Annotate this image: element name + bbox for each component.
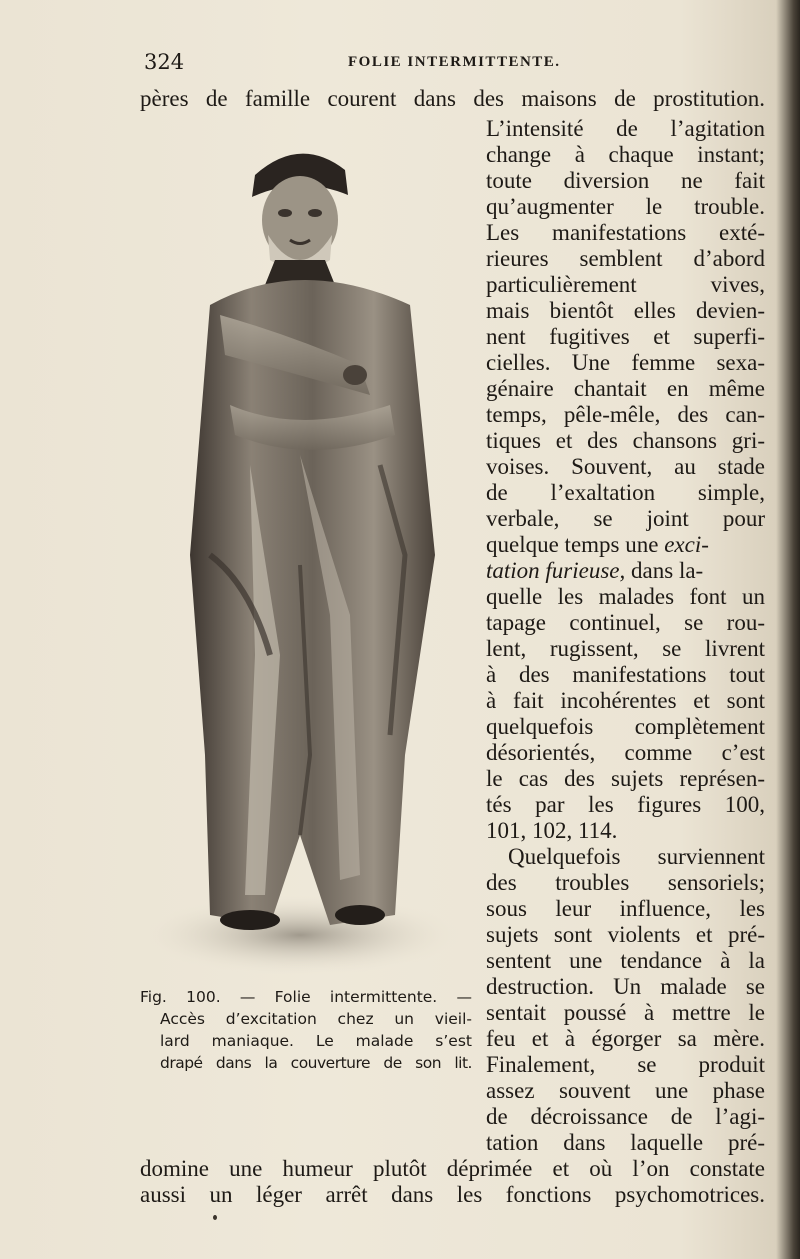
text-line: de l’exaltation simple,: [486, 480, 765, 505]
text-line: génaire chantait en même: [486, 376, 765, 401]
text-line: pères de famille courent dans des maisons de prostitution.: [140, 86, 765, 111]
text-line: destruction. Un malade se: [486, 974, 765, 999]
text-line: Finalement, se produit: [486, 1052, 765, 1077]
text-line: [486, 532, 765, 558]
text-line: sentait poussé à mettre le: [486, 1000, 765, 1025]
page-number: 324: [144, 50, 185, 74]
caption-line: Fig. 100. — Folie intermittente. —: [140, 988, 472, 1006]
text-fragment: dans la-: [631, 558, 704, 583]
text-line: tiques et des chansons gri-: [486, 428, 765, 453]
text-line: voises. Souvent, au stade: [486, 454, 765, 479]
text-line: verbale, se joint pour: [486, 506, 765, 531]
text-line: désorientés, comme c’est: [486, 740, 765, 765]
text-line: rieures semblent d’abord: [486, 246, 765, 271]
text-fragment: quelque temps une: [486, 532, 659, 557]
text-line: nent fugitives et superfi-: [486, 324, 765, 349]
text-line: le cas des sujets représen-: [486, 766, 765, 791]
text-line: mais bientôt elles devien-: [486, 298, 765, 323]
text-line: toute diversion ne fait: [486, 168, 765, 193]
patient-photograph: [150, 135, 470, 985]
figure-caption: [140, 986, 472, 1074]
text-line: temps, pêle-mêle, des can-: [486, 402, 765, 427]
text-line: change à chaque instant;: [486, 142, 765, 167]
text-line: domine une humeur plutôt déprimée et où l’on constate: [140, 1156, 765, 1181]
text-line: sous leur influence, les: [486, 896, 765, 921]
running-head: FOLIE INTERMITTENTE.: [348, 54, 561, 70]
ink-speck: [213, 1215, 217, 1220]
text-line: feu et à égorger sa mère.: [486, 1026, 765, 1051]
text-line: quelle les malades font un: [486, 584, 765, 609]
text-line: quelquefois complètement: [486, 714, 765, 739]
text-line: aussi un léger arrêt dans les fonctions psychomotrices.: [140, 1182, 765, 1207]
caption-line: drapé dans la couverture de son lit.: [160, 1054, 472, 1072]
text-line: à des manifestations tout: [486, 662, 765, 687]
text-line: des troubles sensoriels;: [486, 870, 765, 895]
italic-text: tation furieuse,: [486, 558, 626, 583]
text-line: 101, 102, 114.: [486, 818, 618, 843]
text-line: sentent une tendance à la: [486, 948, 765, 973]
text-line: à fait incohérentes et sont: [486, 688, 765, 713]
text-line: tés par les figures 100,: [486, 792, 765, 817]
text-line: de décroissance de l’agi-: [486, 1104, 765, 1129]
page-header: [140, 50, 765, 80]
text-line: particulièrement vives,: [486, 272, 765, 297]
caption-line: Accès d’excitation chez un vieil-: [160, 1010, 472, 1028]
text-line: [486, 558, 765, 584]
text-line: qu’augmenter le trouble.: [486, 194, 765, 219]
text-line: Quelquefois surviennent: [508, 844, 765, 869]
text-line: tapage continuel, se rou-: [486, 610, 765, 635]
text-line: lent, rugissent, se livrent: [486, 636, 765, 661]
italic-text: exci-: [664, 532, 709, 557]
text-line: tation dans laquelle pré-: [486, 1130, 765, 1155]
text-line: Les manifestations exté-: [486, 220, 765, 245]
caption-line: lard maniaque. Le malade s’est: [160, 1032, 472, 1050]
text-line: sujets sont violents et pré-: [486, 922, 765, 947]
text-line: cielles. Une femme sexa-: [486, 350, 765, 375]
text-line: assez souvent une phase: [486, 1078, 765, 1103]
text-line: L’intensité de l’agitation: [486, 116, 765, 141]
